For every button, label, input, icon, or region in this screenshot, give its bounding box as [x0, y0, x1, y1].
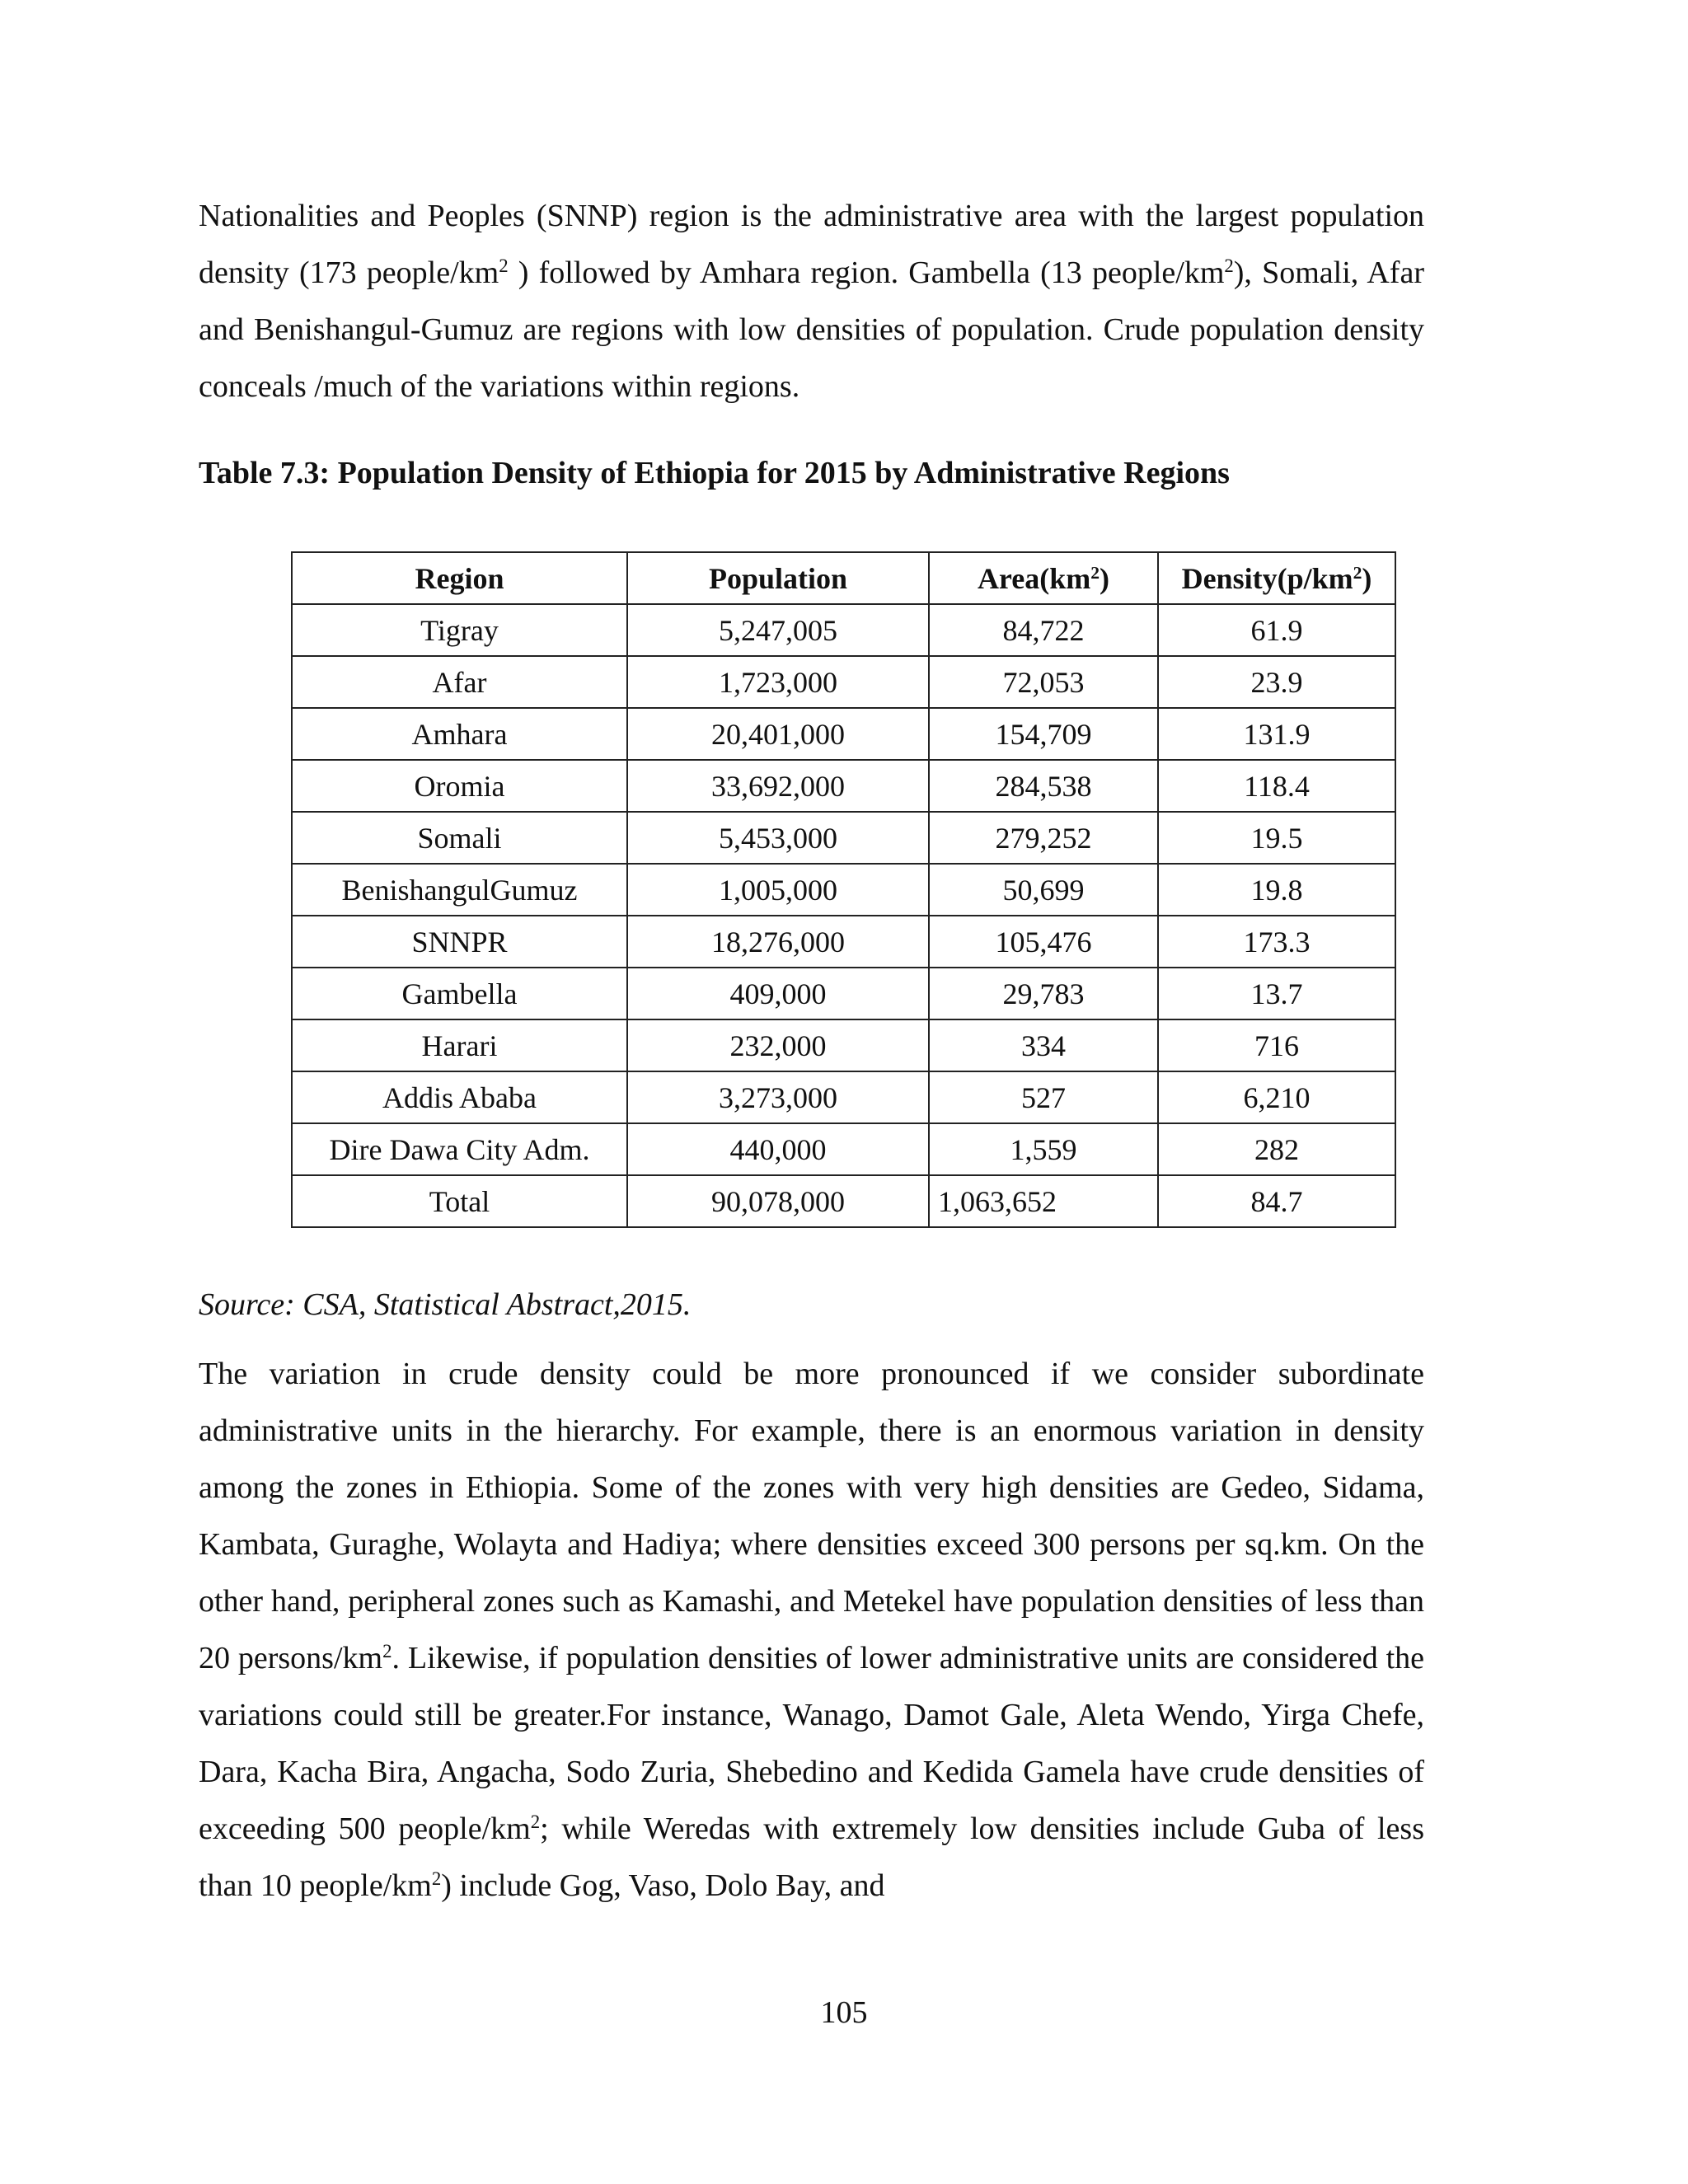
page-number: 105	[820, 1995, 868, 2030]
cell-population: 409,000	[627, 968, 929, 1019]
cell-region: Dire Dawa City Adm.	[292, 1123, 627, 1175]
cell-population: 440,000	[627, 1123, 929, 1175]
table-row	[292, 916, 1395, 968]
intro-text-1: Nationalities and Peoples (SNNP) region is the administrative area with the largest population density (173 people/km	[199, 199, 1424, 290]
cell-area: 84,722	[929, 604, 1158, 656]
intro-paragraph	[199, 188, 1424, 415]
cell-population: 5,453,000	[627, 812, 929, 864]
table-row	[292, 760, 1395, 812]
cell-population: 1,723,000	[627, 656, 929, 708]
cell-area: 1,559	[929, 1123, 1158, 1175]
cell-density: 716	[1158, 1019, 1395, 1071]
cell-area: 72,053	[929, 656, 1158, 708]
superscript: 2	[1090, 562, 1100, 583]
population-density-table	[291, 551, 1396, 1228]
header-density: $Density(p/km^2)$	[1158, 552, 1395, 604]
cell-density: 23.9	[1158, 656, 1395, 708]
cell-region: Gambella	[292, 968, 627, 1019]
cell-population: 20,401,000	[627, 708, 929, 760]
cell-region: Afar	[292, 656, 627, 708]
intro-text-3: ), Somali, Afar and Benishangul-Gumuz are regions with low densities of population. Crude population density conceals /much of the variations within regions.	[199, 255, 1424, 404]
cell-area: 284,538	[929, 760, 1158, 812]
cell-population: 90,078,000	[627, 1175, 929, 1227]
superscript: 2	[1224, 255, 1234, 277]
cell-region: Harari	[292, 1019, 627, 1071]
table-row	[292, 812, 1395, 864]
body-text-1: The variation in crude density could be more pronounced if we consider subordinate administrative units in the hierarchy. For example, there is an enormous variation in density among the zones in Ethiopia. Some of the zones with very high densities are Gedeo, Sidama, Kambata, Guraghe, Wolayta and Hadiya; where densities exceed 300 persons per sq.km. On the other hand, peripheral zones such as Kamashi, and Metekel have population densities of less than 20 persons/km	[199, 1357, 1424, 1675]
cell-population: 232,000	[627, 1019, 929, 1071]
table-row	[292, 656, 1395, 708]
superscript: 2	[530, 1811, 541, 1833]
cell-density: 118.4	[1158, 760, 1395, 812]
cell-region: Addis Ababa	[292, 1071, 627, 1123]
cell-region: SNNPR	[292, 916, 627, 968]
body-text-2: . Likewise, if population densities of lower administrative units are considered the variations could still be greater.For instance, Wanago, Damot Gale, Aleta Wendo, Yirga Chefe, Dara, Kacha Bira, Angacha, Sodo Zuria, Shebedino and Kedida Gamela have crude densities of exceeding 500 people/km	[199, 1641, 1424, 1846]
body-paragraph	[199, 1346, 1424, 1915]
cell-region: Tigray	[292, 604, 627, 656]
cell-density: 131.9	[1158, 708, 1395, 760]
cell-density: 19.8	[1158, 864, 1395, 916]
cell-population: 18,276,000	[627, 916, 929, 968]
cell-density: 173.3	[1158, 916, 1395, 968]
cell-region: Amhara	[292, 708, 627, 760]
table-row	[292, 864, 1395, 916]
cell-area: 334	[929, 1019, 1158, 1071]
table-row	[292, 1019, 1395, 1071]
superscript: 2	[1353, 562, 1362, 583]
cell-density: 6,210	[1158, 1071, 1395, 1123]
cell-area: 279,252	[929, 812, 1158, 864]
cell-area: 105,476	[929, 916, 1158, 968]
table-row-total	[292, 1175, 1395, 1227]
header-population: Population	[627, 552, 929, 604]
table-row	[292, 968, 1395, 1019]
cell-area: 527	[929, 1071, 1158, 1123]
table-row	[292, 1071, 1395, 1123]
cell-population: 3,273,000	[627, 1071, 929, 1123]
superscript: 2	[499, 255, 509, 277]
cell-region: BenishangulGumuz	[292, 864, 627, 916]
header-region: Region	[292, 552, 627, 604]
table-row	[292, 708, 1395, 760]
cell-area: 29,783	[929, 968, 1158, 1019]
cell-region: Total	[292, 1175, 627, 1227]
cell-region: Somali	[292, 812, 627, 864]
header-area: $Area(km^2)$	[929, 552, 1158, 604]
superscript: 2	[431, 1868, 442, 1890]
table-row	[292, 1123, 1395, 1175]
cell-density: 13.7	[1158, 968, 1395, 1019]
cell-area: 50,699	[929, 864, 1158, 916]
table-row	[292, 604, 1395, 656]
cell-area: 1,063,652	[929, 1175, 1158, 1227]
cell-region: Oromia	[292, 760, 627, 812]
cell-population: 5,247,005	[627, 604, 929, 656]
table-title: Table 7.3: Population Density of Ethiopia for 2015 by Administrative Regions	[199, 456, 1230, 490]
cell-density: 61.9	[1158, 604, 1395, 656]
cell-population: 1,005,000	[627, 864, 929, 916]
body-text-4: ) include Gog, Vaso, Dolo Bay, and	[441, 1868, 885, 1903]
cell-density: 282	[1158, 1123, 1395, 1175]
cell-density: 84.7	[1158, 1175, 1395, 1227]
cell-population: 33,692,000	[627, 760, 929, 812]
table-header-row	[292, 552, 1395, 604]
intro-text-2: ) followed by Amhara region. Gambella (13 people/km	[508, 255, 1225, 290]
body-text-3: ; while Weredas with extremely low densities include Guba of less than 10 people/km	[199, 1811, 1424, 1903]
cell-density: 19.5	[1158, 812, 1395, 864]
cell-area: 154,709	[929, 708, 1158, 760]
superscript: 2	[382, 1641, 392, 1662]
table-source: Source: CSA, Statistical Abstract,2015.	[199, 1287, 692, 1322]
